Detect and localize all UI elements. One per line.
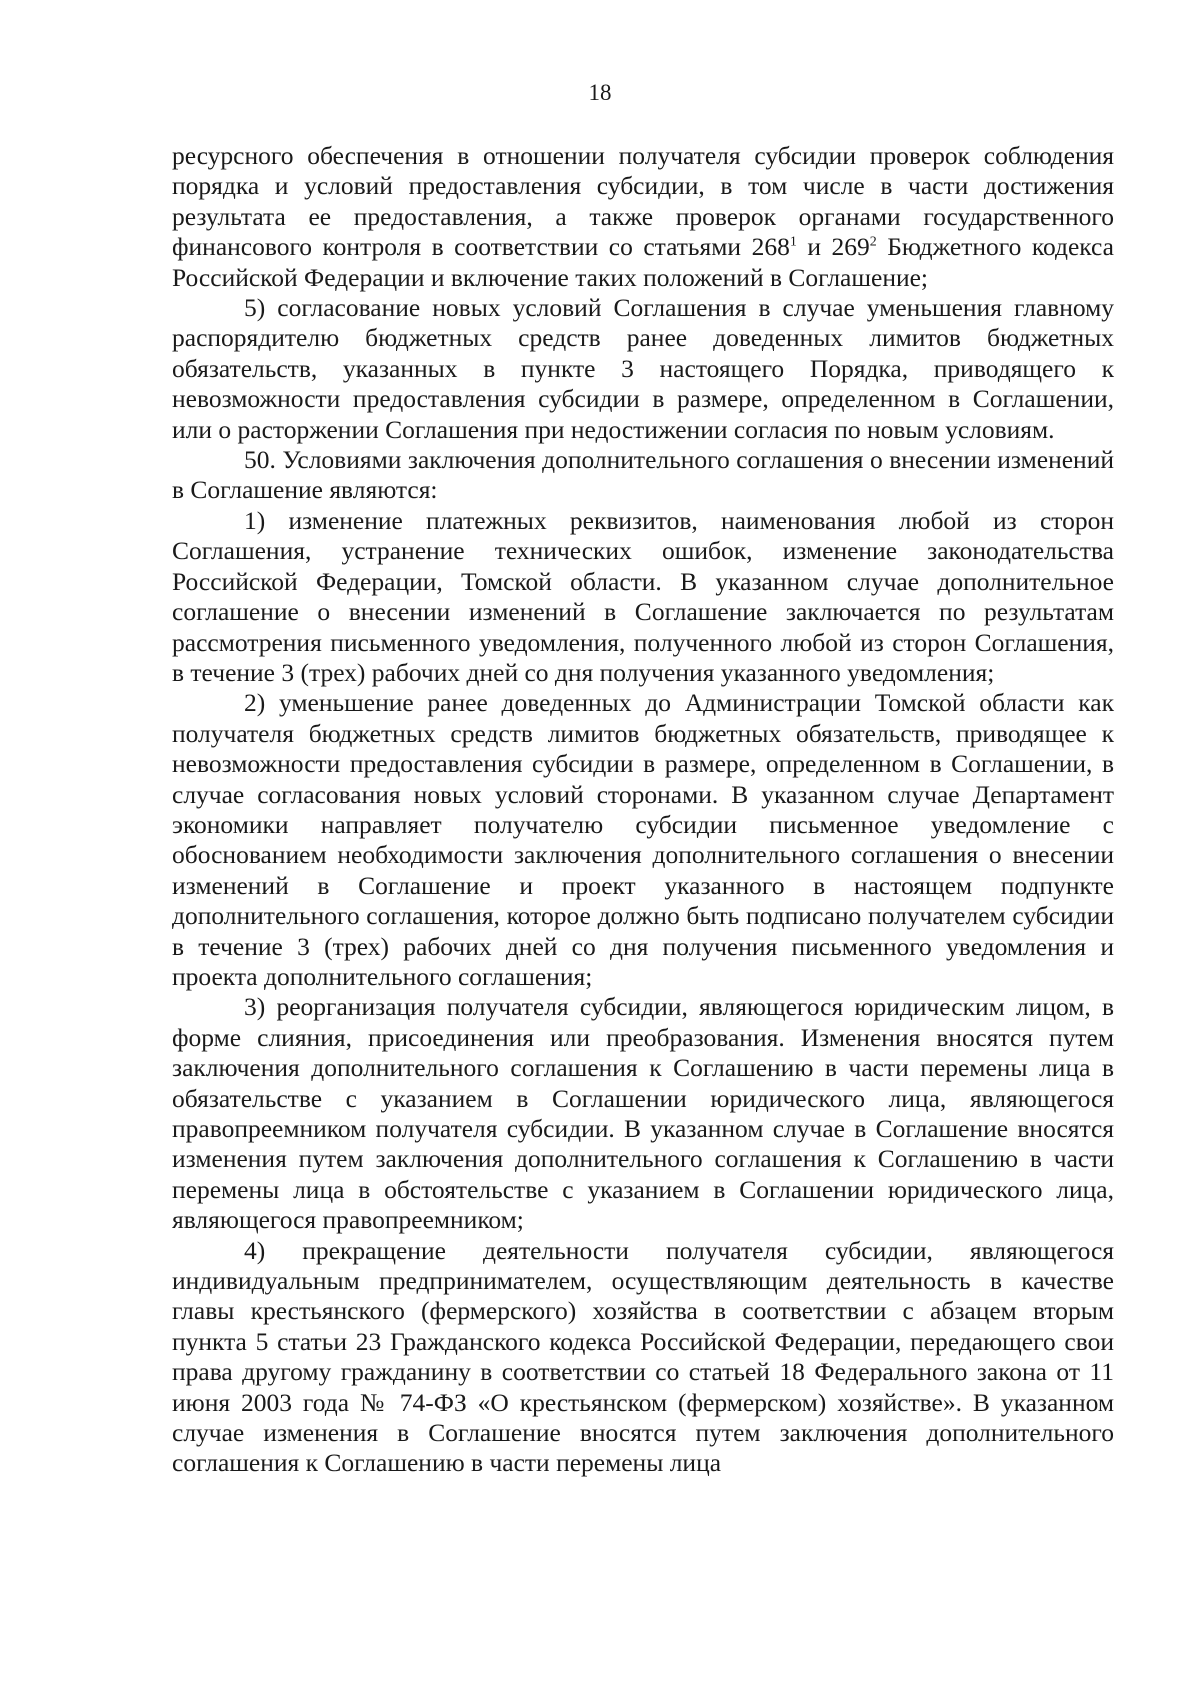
paragraph-subitem-4: 4) прекращение деятельности получателя субсидии, являющегося индивидуальным предпринимателем, осуществляющим деятельность в качестве главы крестьянского (фермерского) хозяйства в соответствии с абзацем вторым пункта 5 статьи 23 Гражданского кодекса Российской Федерации, передающего свои права другому гражданину в соответствии со статьей 18 Федерального закона от 11 июня 2003 года № 74-ФЗ «О крестьянском (фермерском) хозяйстве». В указанном случае изменения в Соглашение вносятся путем заключения дополнительного соглашения к Соглашению в части перемены лица [172, 1235, 1114, 1478]
paragraph-clause-50: 50. Условиями заключения дополнительного соглашения о внесении изменений в Соглашение являются: [172, 445, 1114, 505]
paragraph-subitem-3: 3) реорганизация получателя субсидии, являющегося юридическим лицом, в форме слияния, присоединения или преобразования. Изменения вносятся путем заключения дополнительного соглашения к Соглашению в части перемены лица в обязательстве с указанием в Соглашении юридического лица, являющегося правопреемником получателя субсидии. В указанном случае в Соглашение вносятся изменения путем заключения дополнительного соглашения к Соглашению в части перемены лица в обстоятельстве с указанием в Соглашении юридического лица, являющегося правопреемником; [172, 992, 1114, 1235]
paragraph-subitem-2: 2) уменьшение ранее доведенных до Администрации Томской области как получателя бюджетных средств лимитов бюджетных обязательств, приводящее к невозможности предоставления субсидии в размере, определенном в Соглашении, в случае согласования новых условий сторонами. В указанном случае Департамент экономики направляет получателю субсидии письменное уведомление с обоснованием необходимости заключения дополнительного соглашения о внесении изменений в Соглашение и проект указанного в настоящем подпункте дополнительного соглашения, которое должно быть подписано получателем субсидии в течение 3 (трех) рабочих дней со дня получения письменного уведомления и проекта дополнительного соглашения; [172, 688, 1114, 991]
paragraph-text: ресурсного обеспечения в отношении получателя субсидии проверок соблюдения порядка и условий предоставления субсидии, в том числе в части достижения результата ее предоставления, а также проверок органами государственного финансового контроля в соответствии со статьями 268 [172, 141, 1114, 262]
paragraph-text: Бюджетного кодекса Российской Федерации и включение таких положений в Соглашение; [172, 232, 1114, 292]
superscript-1: 1 [789, 234, 797, 250]
paragraph-continuation [172, 141, 1114, 293]
paragraph-item-5: 5) согласование новых условий Соглашения в случае уменьшения главному распорядителю бюджетных средств ранее доведенных лимитов бюджетных обязательств, указанных в пункте 3 настоящего Порядка, приводящего к невозможности предоставления субсидии в размере, определенном в Соглашении, или о расторжении Соглашения при недостижении согласия по новым условиям. [172, 293, 1114, 444]
superscript-2: 2 [869, 234, 877, 250]
document-body [172, 141, 1114, 1479]
paragraph-text: и 269 [796, 232, 870, 262]
page-number: 18 [588, 80, 612, 105]
paragraph-subitem-1: 1) изменение платежных реквизитов, наименования любой из сторон Соглашения, устранение технических ошибок, изменение законодательства Российской Федерации, Томской области. В указанном случае дополнительное соглашение о внесении изменений в Соглашение заключается по результатам рассмотрения письменного уведомления, полученного любой из сторон Соглашения, в течение 3 (трех) рабочих дней со дня получения указанного уведомления; [172, 505, 1114, 687]
